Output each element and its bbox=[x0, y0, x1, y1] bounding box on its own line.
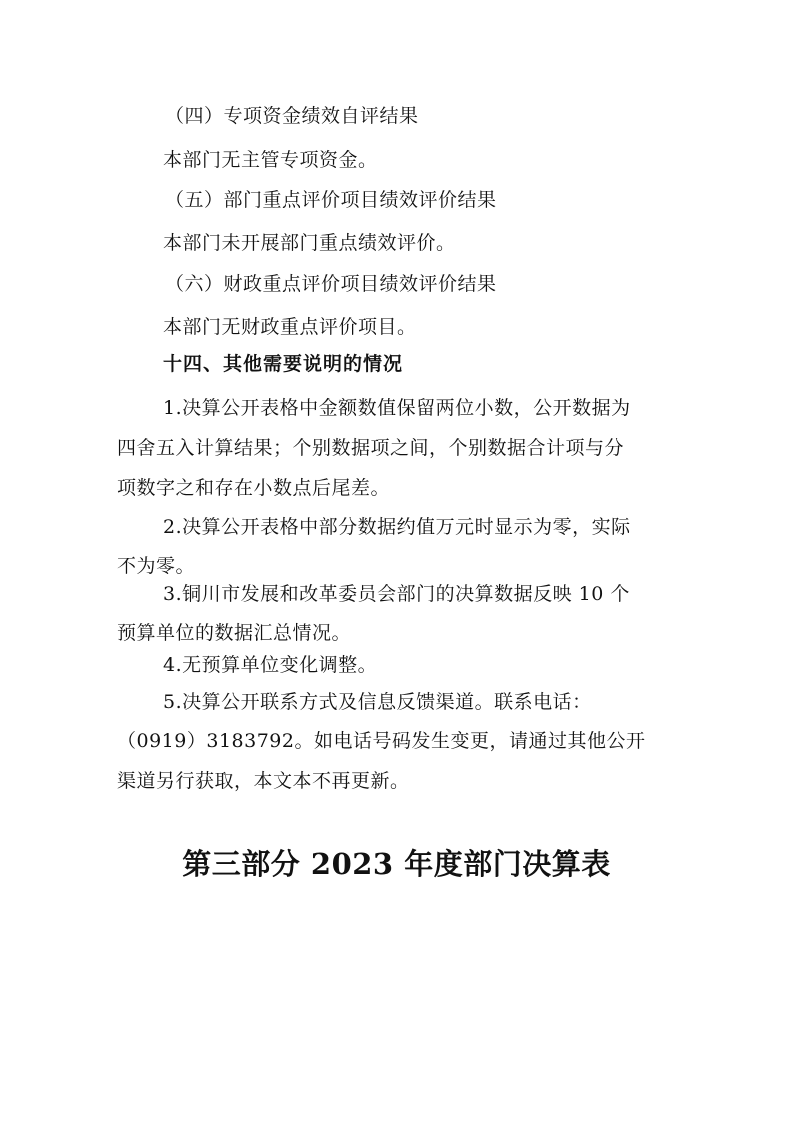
item-5-line-2: （0919）3183792。如电话号码发生变更，请通过其他公开 bbox=[117, 730, 646, 752]
item-5-line-1: 5.决算公开联系方式及信息反馈渠道。联系电话： bbox=[163, 691, 592, 713]
section-4-heading: （四）专项资金绩效自评结果 bbox=[165, 105, 419, 127]
item-3-line-2: 预算单位的数据汇总情况。 bbox=[117, 622, 352, 644]
part-3-title: 第三部分 2023 年度部门决算表 bbox=[182, 847, 611, 881]
item-3-line-1: 3.铜川市发展和改革委员会部门的决算数据反映 10 个 bbox=[163, 583, 630, 605]
section-4-body: 本部门无主管专项资金。 bbox=[163, 149, 378, 171]
item-1-line-1: 1.决算公开表格中金额数值保留两位小数，公开数据为 bbox=[163, 397, 631, 419]
item-1-line-2: 四舍五入计算结果；个别数据项之间，个别数据合计项与分 bbox=[117, 437, 625, 459]
section-14-heading: 十四、其他需要说明的情况 bbox=[163, 353, 404, 375]
item-4-line-1: 4.无预算单位变化调整。 bbox=[163, 654, 378, 676]
section-5-body: 本部门未开展部门重点绩效评价。 bbox=[163, 232, 456, 254]
section-5-heading: （五）部门重点评价项目绩效评价结果 bbox=[165, 189, 497, 211]
section-6-heading: （六）财政重点评价项目绩效评价结果 bbox=[165, 273, 497, 295]
item-2-line-1: 2.决算公开表格中部分数据约值万元时显示为零，实际 bbox=[163, 516, 631, 538]
item-2-line-2: 不为零。 bbox=[117, 555, 196, 577]
item-1-line-3: 项数字之和存在小数点后尾差。 bbox=[117, 477, 391, 499]
item-5-line-3: 渠道另行获取，本文本不再更新。 bbox=[117, 770, 410, 792]
section-6-body: 本部门无财政重点评价项目。 bbox=[163, 316, 417, 338]
